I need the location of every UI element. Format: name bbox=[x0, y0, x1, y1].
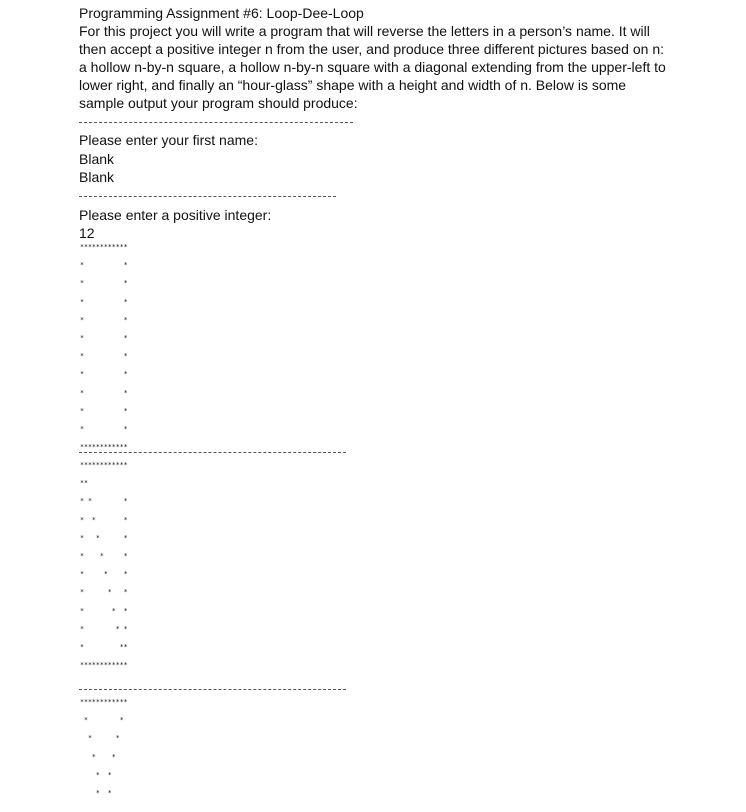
diagonal-square-output: ************ ** * * * * * * * * * * * * * * * * * * * * * * * * * ** ************ bbox=[80, 461, 128, 670]
description-line: then accept a positive integer n from the user, and produce three different pictures based on n: bbox=[79, 41, 664, 57]
description-line: For this project you will write a program that will reverse the letters in a person’s name. It will bbox=[79, 23, 650, 39]
hourglass-output: ************ * * * * * * * * * * bbox=[80, 698, 128, 798]
description-line: lower right, and finally an “hour-glass” shape with a height and width of n. Below is some bbox=[79, 77, 627, 93]
reversed-name-output: Blank bbox=[79, 169, 115, 185]
name-input-echo: Blank bbox=[79, 151, 115, 167]
separator-dashed bbox=[79, 452, 346, 453]
description-line: a hollow n-by-n square, a hollow n-by-n square with a diagonal extending from the upper-left to bbox=[79, 59, 666, 75]
number-input-echo: 12 bbox=[79, 225, 95, 241]
name-prompt: Please enter your first name: bbox=[79, 132, 258, 148]
number-prompt: Please enter a positive integer: bbox=[79, 207, 272, 223]
assignment-description bbox=[79, 22, 679, 112]
assignment-title: Programming Assignment #6: Loop-Dee-Loop bbox=[79, 5, 364, 21]
hollow-square-output: ************ * * * * * * * * * * * * * * * * * * * * ************ bbox=[80, 243, 128, 452]
description-line: sample output your program should produce: bbox=[79, 95, 358, 111]
separator-dashed bbox=[79, 196, 336, 197]
separator-dashed bbox=[79, 689, 346, 690]
separator-dashed bbox=[79, 122, 353, 123]
